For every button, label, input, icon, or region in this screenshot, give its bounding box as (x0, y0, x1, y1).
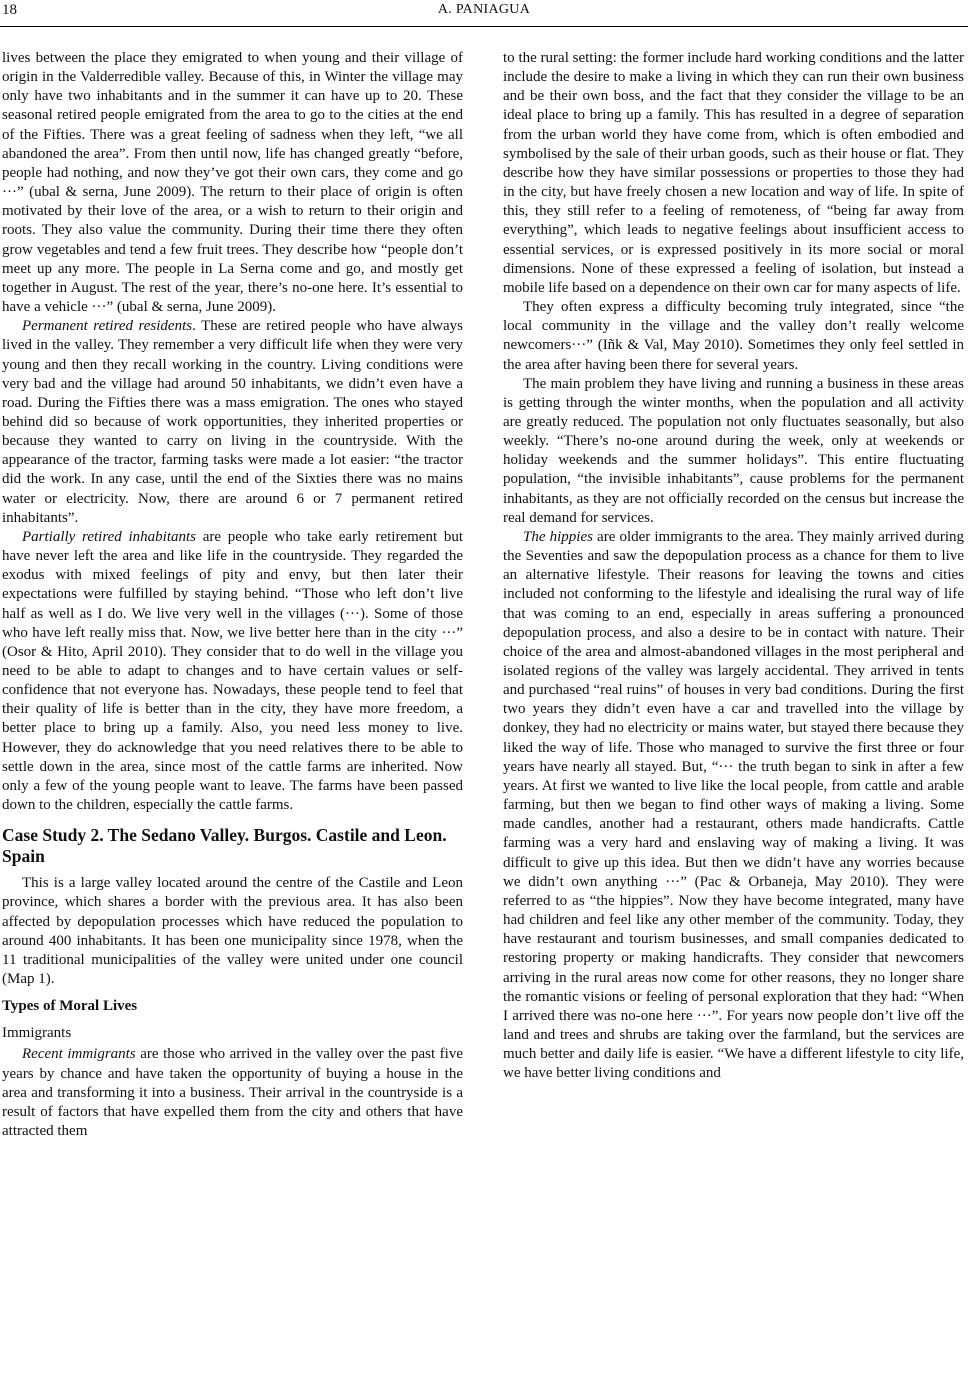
term: Partially retired inhabitants (22, 528, 197, 545)
subheading: Immigrants (2, 1025, 72, 1042)
term: Permanent retired residents (22, 318, 193, 335)
right-column (503, 49, 964, 1083)
paragraph: The main problem they have living and running a business in these areas is getting through the winter months, when the population and all activity are greatly reduced. The population not only fluctuates seasonally, but also weekly. “There’s no-one around during the week, only at weekends or holiday weekends and the summer holidays”. This entire fluctuating population, “the invisible inhabitants”, cause problems for the permanent inhabitants, as they are not officially recorded on the census but increase the real demand for services. (503, 375, 964, 526)
paragraph: This is a large valley located around the centre of the Castile and Leon province, which shares a border with the previous area. It has also been affected by depopulation processes which have reduced the population to around 400 inhabitants. It has been one municipality since 1978, when the 11 traditional municipalities of the valley were united under one council (Map 1). (2, 875, 463, 988)
paragraph: Partially retired inhabitants are people who take early retirement but have never left the area and like life in the countryside. They regarded the exodus with mixed feelings of pity and envy, but then later their expectations were fulfilled by staying behind. “Those who left don’t live half as well as I do. We live very well in the villages (···). Some of those who have left really miss that. Now, we live better here than in the city ···” (Osor & Hito, April 2010). They consider that to do well in the village you need to be able to adapt to changes and to have certain values or self-confidence that not everyone has. Nowadays, these people tend to feel that their quality of life is better than in the city, they have more freedom, a better place to bring up a family. Also, you need less money to live. However, they do acknowledge that you need relatives there to be able to settle down in the area, since most of the cattle farms are inherited. Now only a few of the young people want to leave. The farms have been passed down to the children, especially the cattle farms. (2, 528, 464, 814)
paragraph: They often express a difficulty becoming truly integrated, since “the local community in the village and the valley don’t really welcome newcomers···” (Iñk & Val, May 2010). Sometimes they only feel settled in the area after having been there for several years. (503, 299, 964, 373)
case-study-heading: Case Study 2. The Sedano Valley. Burgos. Castile and Leon. Spain (2, 825, 447, 866)
running-head: A. PANIAGUA (437, 2, 531, 17)
term: The hippies (523, 528, 593, 545)
paragraph: Recent immigrants are those who arrived in the valley over the past five years by chance and have taken the opportunity of buying a house in the area and transforming it into a business. Their arrival in the countryside is a result of factors that have expelled them from the city and others that have attracted them (2, 1046, 463, 1139)
header-rule (0, 26, 968, 27)
paragraph: Permanent retired residents. These are retired people who have always lived in the valley. They remember a very difficult life when they were very young and then they recall working in the country. Living conditions were very bad and the village had around 50 inhabitants, we didn’t even have a road. During the Fifties there was a mass emigration. The ones who stayed behind did so because of work opportunities, they inherited properties or because they wanted to carry on living in the countryside. With the appearance of the tractor, farming tasks were made a lot easier: “the tractor did the work. In any case, until the end of the Sixties there was no mains water or electricity. Now, there are around 6 or 7 permanent retired inhabitants”. (2, 318, 464, 526)
term: Recent immigrants (22, 1046, 136, 1063)
left-column (2, 49, 463, 1141)
paragraph: to the rural setting: the former include hard working conditions and the latter include the desire to make a living in which they can run their own business and be their own boss, and the fact that they consider the village to be an ideal place to bring up a family. This has resulted in a degree of separation from the urban world they have come from, which is often embodied and symbolised by the sale of their urban goods, such as their house or flat. They describe how they have similar possessions or properties to those they had in the city, but have freely chosen a new location and way of life. In spite of this, they still refer to a feeling of remoteness, of “being far away from everything”, which leads to negative feelings about insufficient access to essential services, or is expressed positively in its more social or moral dimensions. None of these expressed a feeling of isolation, but instead a mobile life based on a dependence on their own car for many aspects of life. (503, 50, 964, 296)
paragraph: The hippies are older immigrants to the area. They mainly arrived during the Seventies and saw the depopulation process as a chance for them to live an alternative lifestyle. Their reasons for leaving the towns and cities included not conforming to the lifestyle and idealising the rural way of life that was coming to an end, especially in areas suffering a pronounced depopulation process, and also a desire to be in contact with nature. Their choice of the area and almost-abandoned villages in the most peripheral and isolated regions of the valley was largely accidental. They arrived in tents and purchased “real ruins” of houses in very bad conditions. During the first two years they didn’t even have a car and travelled into the village by donkey, they had no electricity or mains water, but stayed there because they liked the way of life. Those who managed to survive the first three or four years have nearly all stayed. But, “··· the truth began to sink in after a few years. At first we wanted to live like the local people, from cattle and arable farming, but then we began to find other ways of making a living. Some made candles, another had a restaurant, others made handicrafts. Cattle farming was a very hard and enslaving way of making a living. It was difficult to give up this idea. But then we didn’t have any worries because we didn’t own anything ···” (Pac & Orbaneja, May 2010). They were referred to as “the hippies”. Now they have become integrated, many have had children and feel like any other member of the community. Today, they have restaurant and tourism businesses, and small companies dedicated to restoring property or making handicrafts. They consider that newcomers arriving in the rural areas now come for other reasons, they no longer share the romantic visions or feeling of personal exploration that they had: “When I arrived there was no-one here ···”. For years now people don’t live off the land and trees and shrubs are taking over the farmland, but the services are much better and daily life is easier. “We have a different lifestyle to city life, we have better living conditions and (503, 528, 964, 1082)
page-number: 18 (2, 2, 17, 18)
page-header (0, 0, 968, 30)
section-heading: Types of Moral Lives (2, 998, 138, 1015)
paragraph: lives between the place they emigrated to when young and their village of origin in the Valderredible valley. Because of this, in Winter the village may only have two inhabitants and in the summer it can have up to 20. These seasonal retired people emigrated from the area to go to the cities at the end of the Fifties. There was a great feeling of sadness when they left, “we all abandoned the area”. From then until now, life has changed greatly “before, people had nothing, and now they’ve got their own cars, they come and go ···” (ubal & serna, June 2009). The return to their place of origin is often motivated by their love of the area, or a wish to return to their origin and roots. They also value the community. During their time there they often grow vegetables and tend a few fruit trees. They describe how “people don’t meet up any more. The people in La Serna come and go, and mostly get together in August. The rest of the year, there’s no-one here. It’s essential to have a vehicle ···” (ubal & serna, June 2009). (2, 50, 463, 316)
